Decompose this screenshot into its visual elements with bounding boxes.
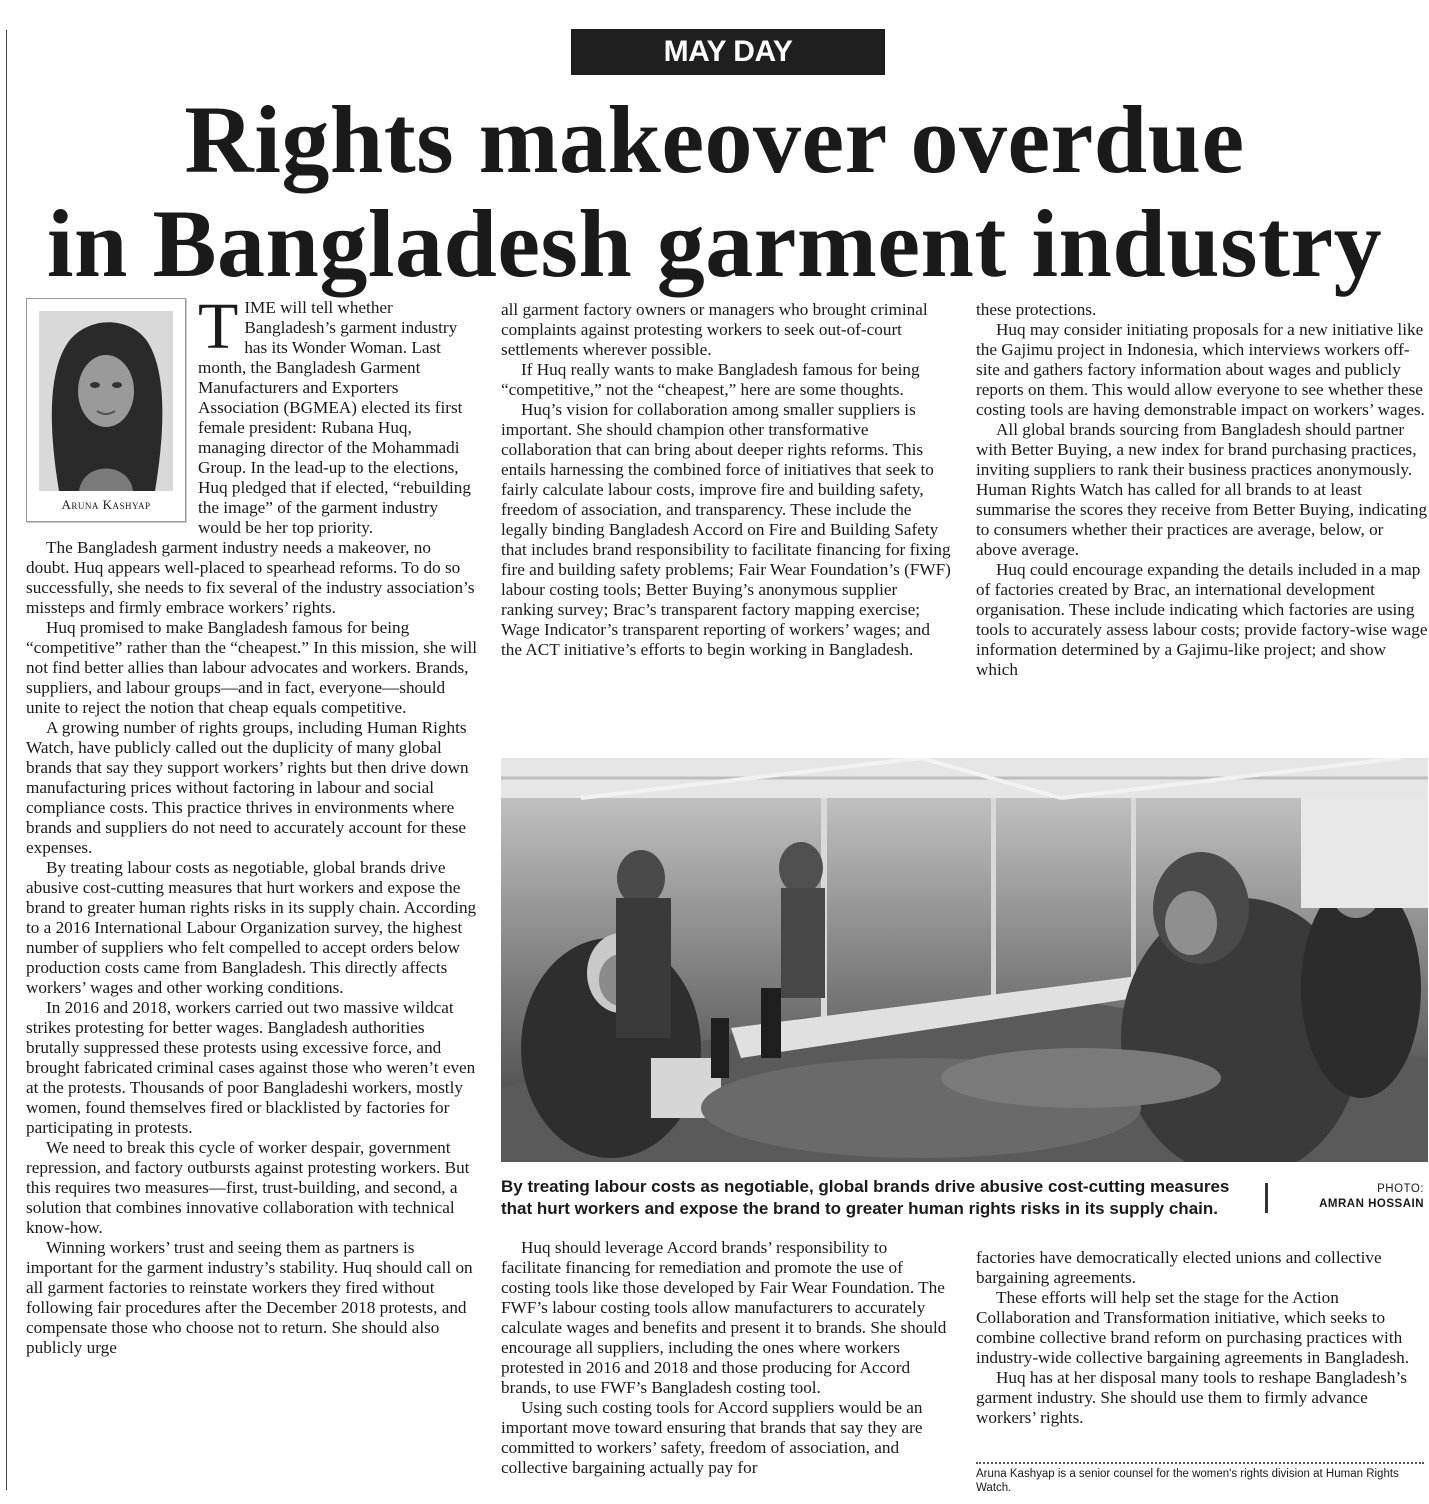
paragraph: A growing number of rights groups, including Human Rights Watch, have publicly called out the duplicity of many global brands that say they support workers’ rights but then drive down manufacturing prices without factoring in labour and social compliance costs. This practice thrives in environments where brands and suppliers do not need to accurately account for these expenses. [26, 718, 469, 857]
headline [0, 88, 1429, 296]
author-portrait [26, 298, 186, 522]
paragraph: Huq has at her disposal many tools to reshape Bangladesh’s garment industry. She should use them to firmly advance workers’ rights. [976, 1368, 1407, 1427]
author-photo [39, 311, 173, 491]
paragraph: Huq could encourage expanding the details included in a map of factories created by Brac, an international development organisation. These include indicating which factories are using tools to accurately assess labour costs; provide factory-wise wage information determined by a Gajimu-like project; and show which [976, 560, 1428, 679]
paragraph: If Huq really wants to make Bangladesh famous for being “competitive,” not the “cheapest,” here are some thoughts. [501, 360, 920, 399]
article-column-2-lower [501, 1238, 951, 1478]
paragraph: By treating labour costs as negotiable, global brands drive abusive cost-cutting measures that hurt workers and expose the brand to greater human rights risks in its supply chain. According to a 2016 International Labour Organization survey, the highest number of suppliers who felt compelled to accept orders below production costs came from Bangladesh. This directly affects workers’ wages and other working conditions. [26, 858, 477, 997]
photo-credit-name: AMRAN HOSSAIN [1319, 1198, 1424, 1210]
paragraph: Huq should leverage Accord brands’ responsibility to facilitate financing for remediation and promote the use of costing tools like those developed by Fair Wear Foundation. The FWF’s labour costing tools allow manufacturers to accurately calculate wages and benefits and present it to brands. She should encourage all suppliers, including the ones where workers protested in 2016 and 2018 and those producing for Accord brands, to use FWF’s Bangladesh costing tool. [501, 1238, 947, 1397]
paragraph: Huq’s vision for collaboration among smaller suppliers is important. She should champion other transformative collaboration that can bring about deeper rights reforms. This entails harnessing the combined force of initiatives that seek to fairly calculate labour costs, improve fire and building safety, freedom of association, and transparency. These include the legally binding Bangladesh Accord on Fire and Building Safety that includes brand responsibility to facilitate financing for fixing fire and building safety problems; Fair Wear Foundation’s (FWF) labour costing tools; Better Buying’s anonymous supplier ranking survey; Brac’s transparent factory mapping exercise; Wage Indicator’s transparent reporting of workers’ wages; and the ACT initiative’s efforts to begin working in Bangladesh. [501, 400, 951, 659]
photo-credit-rule [1265, 1183, 1268, 1213]
paragraph: All global brands sourcing from Bangladesh should partner with Better Buying, a new index for brand purchasing practices, inviting suppliers to rank their business practices anonymously. Human Rights Watch has called for all brands to at least summarise the scores they receive from Better Buying, indicating to consumers whether their practices are average, below, or above average. [976, 420, 1428, 559]
paragraph: Using such costing tools for Accord suppliers would be an important move toward ensuring that brands that say they are committed to workers’ safety, freedom of association, and collective bargaining actually pay for [501, 1398, 923, 1477]
photo-credit [1280, 1182, 1424, 1212]
paragraph-continued: all garment factory owners or managers who brought criminal complaints against protesting workers to seek out-of-court settlements wherever possible. [501, 300, 928, 359]
paragraph-continued: these protections. [976, 300, 1097, 319]
paragraph: In 2016 and 2018, workers carried out two massive wildcat strikes protesting for better wages. Bangladesh authorities brutally suppressed these protests using excessive force, and brought fabricated criminal cases against those who weren’t even at the protests. Thousands of poor Bangladeshi workers, mostly women, found themselves fired or blacklisted by factories for participating in protests. [26, 998, 476, 1137]
article-column-1 [26, 290, 478, 1358]
section-kicker: MAY DAY [571, 29, 885, 75]
article-column-3-lower [976, 1248, 1428, 1428]
headline-line-2: in Bangladesh garment industry [46, 190, 1383, 297]
photo-caption: By treating labour costs as negotiable, global brands drive abusive cost-cutting measures that hurt workers and expose the brand to greater human rights risks in its supply chain. [501, 1177, 1230, 1218]
bio-divider [976, 1462, 1424, 1464]
factory-photo [501, 758, 1428, 1162]
paragraph: Huq may consider initiating proposals for a new initiative like the Gajimu project in Indonesia, which interviews workers off-site and gathers factory information about wages and publicly reports on them. This would allow everyone to see whether these costing tools are having demonstrable impact on workers’ wages. [976, 320, 1425, 419]
paragraph: Huq promised to make Bangladesh famous for being “competitive” rather than the “cheapest.” In this mission, she will not find better allies than labour advocates and workers. Brands, suppliers, and labour groups—and in fact, everyone—should unite to reject the notion that cheap equals competitive. [26, 618, 478, 717]
paragraph: These efforts will help set the stage for the Action Collaboration and Transformation initiative, which seeks to combine collective brand reform on purchasing practices with industry-wide collective bargaining agreements in Bangladesh. [976, 1288, 1410, 1367]
article-column-3 [976, 300, 1428, 680]
photo-credit-label: PHOTO: [1377, 1183, 1424, 1195]
paragraph-continued: factories have democratically elected unions and collective bargaining agreements. [976, 1248, 1382, 1287]
author-name: Aruna Kashyap [61, 497, 151, 512]
headline-line-1: Rights makeover overdue [184, 86, 1245, 193]
author-bio: Aruna Kashyap is a senior counsel for the women's rights division at Human Rights Watch. [976, 1468, 1399, 1494]
drop-cap: T [198, 290, 239, 363]
paragraph: The Bangladesh garment industry needs a makeover, no doubt. Huq appears well-placed to spearhead reforms. To do so successfully, she needs to fix several of the industry association’s missteps and firmly embrace workers’ rights. [26, 538, 475, 617]
paragraph: We need to break this cycle of worker despair, government repression, and factory outbursts against protesting workers. But this requires two measures—first, trust-building, and second, a solution that combines innovative collaboration with technical know-how. [26, 1138, 470, 1237]
article-column-2 [501, 300, 951, 660]
paragraph: Winning workers’ trust and seeing them as partners is important for the garment industry’s stability. Huq should call on all garment factories to reinstate workers they fired without following fair procedures after the December 2018 protests, and compensate those who choose not to return. She should also publicly urge [26, 1238, 473, 1357]
lead-text: IME will tell whether Bangladesh’s garment industry has its Wonder Woman. Last month, the Bangladesh Garment Manufacturers and Exporters Association (BGMEA) elected its first female president: Rubana Huq, managing director of the Mohammadi Group. In the lead-up to the elections, Huq pledged that if elected, “rebuilding the image” of the garment industry would be her top priority. [198, 298, 471, 537]
